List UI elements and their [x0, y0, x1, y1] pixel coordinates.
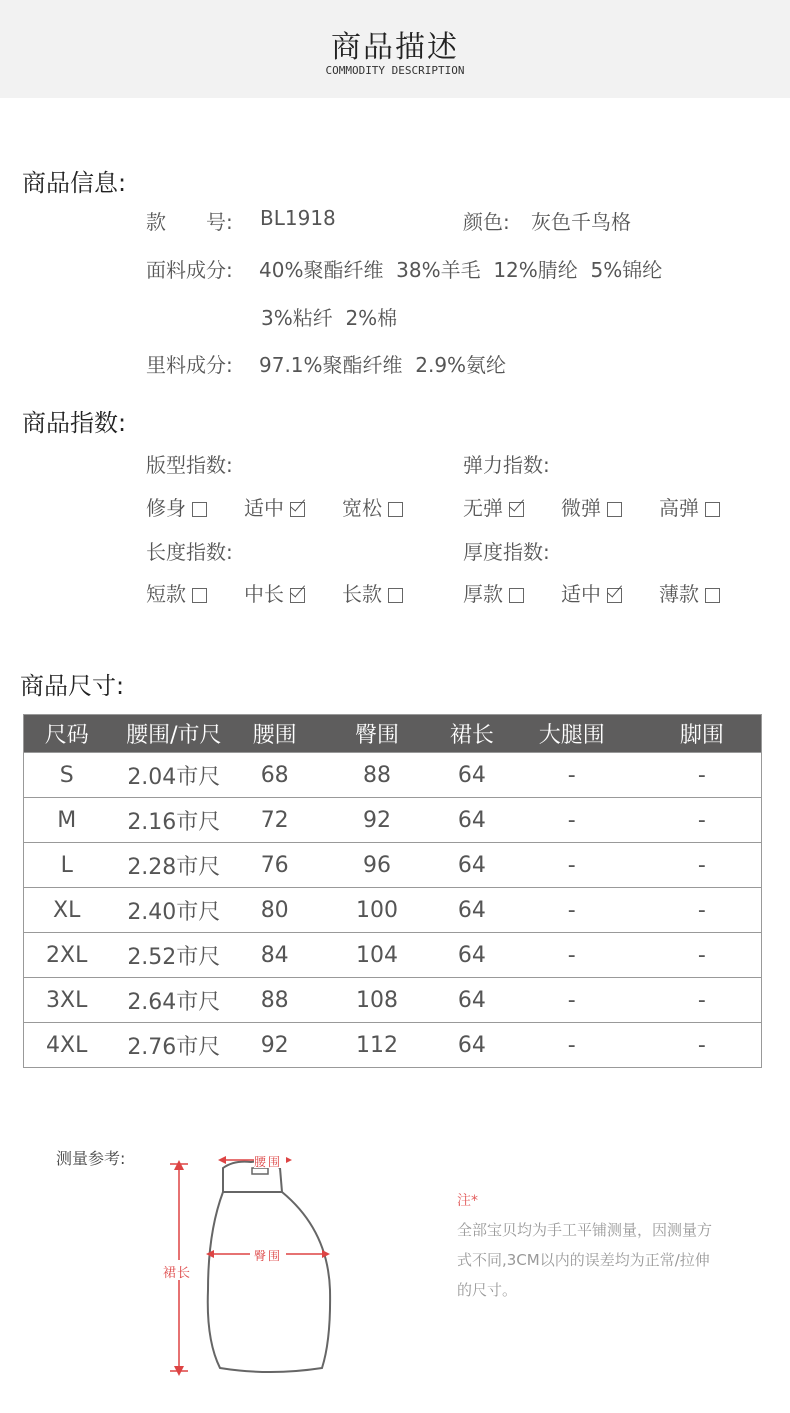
table-row: [24, 798, 762, 843]
table-cell: XL: [24, 888, 110, 933]
table-cell: 64: [443, 843, 501, 888]
table-row: [24, 843, 762, 888]
length-index-label: 长度指数:: [146, 540, 233, 564]
thickness-option-regular: 适中: [561, 578, 622, 607]
fit-index-label: 版型指数:: [146, 453, 233, 477]
checkbox-icon: [705, 502, 720, 517]
column-header-hip: 臀围: [311, 715, 443, 753]
elasticity-option-slight: 微弹: [561, 492, 622, 521]
table-cell: -: [643, 798, 762, 843]
table-cell: 4XL: [24, 1023, 110, 1068]
waist-diagram-label: 腰围: [254, 1155, 283, 1169]
table-cell: -: [501, 978, 643, 1023]
elasticity-option-high: 高弹: [659, 492, 720, 521]
table-row: [24, 753, 762, 798]
checked-checkbox-icon: [607, 588, 622, 603]
table-cell: 92: [311, 798, 443, 843]
thickness-option-thin: 薄款: [659, 578, 720, 607]
table-cell: 108: [311, 978, 443, 1023]
table-cell: 100: [311, 888, 443, 933]
note-line-3: 的尺寸。: [457, 1281, 518, 1299]
table-cell: 2.16市尺: [109, 798, 238, 843]
table-cell: M: [24, 798, 110, 843]
table-cell: 2XL: [24, 933, 110, 978]
length-option-long: 长款: [342, 578, 403, 607]
column-header-hem: 脚围: [643, 715, 762, 753]
table-cell: -: [501, 1023, 643, 1068]
fit-option-regular: 适中: [244, 492, 305, 521]
table-cell: L: [24, 843, 110, 888]
column-header-waist-chi: 腰围/市尺: [109, 715, 238, 753]
checkbox-icon: [192, 588, 207, 603]
note-line-1: 全部宝贝均为手工平铺测量，因测量方: [457, 1221, 713, 1239]
checked-checkbox-icon: [290, 588, 305, 603]
checkbox-icon: [509, 588, 524, 603]
style-no-value: BL1918: [260, 206, 336, 230]
length-arrow-top-icon: [174, 1160, 184, 1170]
skirt-diagram: [150, 1140, 350, 1380]
table-cell: 2.04市尺: [109, 753, 238, 798]
measure-reference-label: 测量参考:: [56, 1149, 126, 1168]
column-header-thigh: 大腿围: [501, 715, 643, 753]
table-cell: 72: [238, 798, 311, 843]
column-header-size: 尺码: [24, 715, 110, 753]
table-row: [24, 1023, 762, 1068]
skirt-outline: [208, 1162, 330, 1372]
note-line-2: 式不同,3CM以内的误差均为正常/拉伸: [457, 1251, 710, 1269]
table-cell: 76: [238, 843, 311, 888]
fit-option-loose: 宽松: [342, 492, 403, 521]
table-cell: -: [643, 1023, 762, 1068]
checkbox-icon: [192, 502, 207, 517]
table-cell: 2.76市尺: [109, 1023, 238, 1068]
table-cell: 64: [443, 888, 501, 933]
table-cell: 96: [311, 843, 443, 888]
lining-label: 里料成分:: [146, 353, 233, 377]
table-cell: 2.40市尺: [109, 888, 238, 933]
fabric-line-2: 3%粘纤 2%棉: [261, 306, 398, 330]
table-cell: 64: [443, 798, 501, 843]
hip-diagram-label: 臀围: [254, 1249, 283, 1263]
table-cell: -: [643, 888, 762, 933]
length-option-short: 短款: [146, 578, 207, 607]
elasticity-option-none: 无弹: [463, 492, 524, 521]
table-header-row: [24, 715, 762, 753]
checkbox-icon: [705, 588, 720, 603]
table-cell: 3XL: [24, 978, 110, 1023]
note-marker: 注*: [457, 1193, 478, 1209]
table-cell: 68: [238, 753, 311, 798]
checkbox-icon: [388, 588, 403, 603]
color-label: 颜色:: [463, 210, 510, 234]
table-cell: -: [501, 798, 643, 843]
table-cell: 2.52市尺: [109, 933, 238, 978]
table-cell: -: [501, 933, 643, 978]
table-cell: -: [643, 843, 762, 888]
size-section-title: 商品尺寸:: [20, 672, 125, 700]
checked-checkbox-icon: [290, 502, 305, 517]
table-row: [24, 933, 762, 978]
product-index-title: 商品指数:: [22, 409, 127, 437]
table-cell: 84: [238, 933, 311, 978]
table-cell: 64: [443, 978, 501, 1023]
table-cell: -: [643, 753, 762, 798]
length-diagram-label: 裙长: [163, 1266, 192, 1281]
table-cell: 64: [443, 753, 501, 798]
table-cell: -: [643, 978, 762, 1023]
table-cell: S: [24, 753, 110, 798]
style-no-label: 款 号:: [146, 210, 233, 234]
table-cell: 88: [238, 978, 311, 1023]
lining-value: 97.1%聚酯纤维 2.9%氨纶: [259, 353, 507, 377]
table-row: [24, 888, 762, 933]
checkbox-icon: [388, 502, 403, 517]
color-value: 灰色千鸟格: [531, 210, 631, 234]
table-cell: -: [501, 753, 643, 798]
length-option-mid: 中长: [244, 578, 305, 607]
table-row: [24, 978, 762, 1023]
fit-option-slim: 修身: [146, 492, 207, 521]
column-header-waist: 腰围: [238, 715, 311, 753]
thickness-option-thick: 厚款: [463, 578, 524, 607]
checkbox-icon: [607, 502, 622, 517]
waist-arrow-left-icon: [218, 1156, 226, 1164]
table-cell: 2.64市尺: [109, 978, 238, 1023]
page-title: 商品描述: [331, 30, 459, 65]
table-cell: -: [501, 843, 643, 888]
table-cell: -: [643, 933, 762, 978]
table-cell: 2.28市尺: [109, 843, 238, 888]
checked-checkbox-icon: [509, 502, 524, 517]
elasticity-index-label: 弹力指数:: [463, 453, 550, 477]
table-cell: 92: [238, 1023, 311, 1068]
table-cell: 112: [311, 1023, 443, 1068]
table-cell: 64: [443, 1023, 501, 1068]
fabric-label: 面料成分:: [146, 258, 233, 282]
size-table: [23, 714, 762, 1068]
table-cell: 88: [311, 753, 443, 798]
table-cell: 64: [443, 933, 501, 978]
table-cell: -: [501, 888, 643, 933]
fabric-line-1: 40%聚酯纤维 38%羊毛 12%腈纶 5%锦纶: [259, 258, 663, 282]
product-info-title: 商品信息:: [22, 169, 127, 197]
table-cell: 104: [311, 933, 443, 978]
column-header-skirt-length: 裙长: [443, 715, 501, 753]
table-cell: 80: [238, 888, 311, 933]
page-subtitle: COMMODITY DESCRIPTION: [325, 64, 465, 77]
thickness-index-label: 厚度指数:: [463, 540, 550, 564]
